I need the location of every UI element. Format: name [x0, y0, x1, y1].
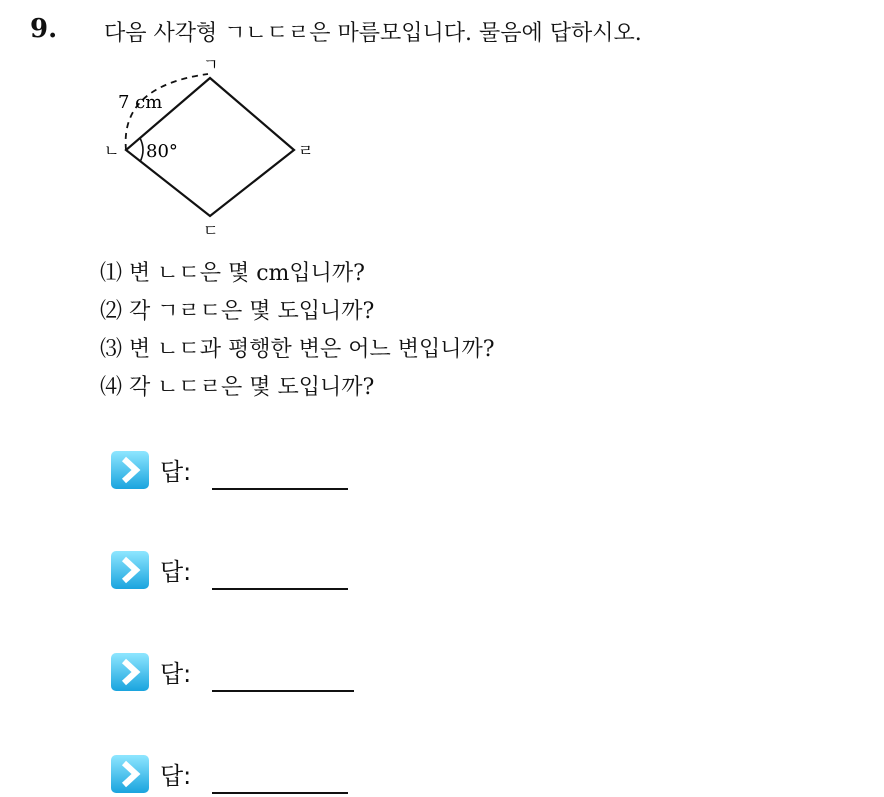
chevron-right-icon	[110, 450, 150, 490]
rhombus-figure	[96, 56, 336, 250]
side-length-label: 7 cm	[118, 92, 163, 113]
answer-label: 답:	[160, 660, 192, 688]
vertex-label-right: ㄹ	[298, 141, 314, 160]
subquestion-1: ⑴ 변 ㄴㄷ은 몇 cm입니까?	[100, 261, 365, 286]
answer-label: 답:	[160, 762, 192, 790]
chevron-right-icon	[110, 754, 150, 794]
angle-label: 80°	[146, 141, 178, 162]
chevron-right-icon	[110, 550, 150, 590]
subquestion-4: ⑷ 각 ㄴㄷㄹ은 몇 도입니까?	[100, 375, 375, 400]
vertex-label-left: ㄴ	[104, 141, 120, 160]
question-number: 9.	[30, 14, 58, 44]
answer-blank-3[interactable]	[212, 690, 354, 692]
answer-label: 답:	[160, 558, 192, 586]
subquestion-2: ⑵ 각 ㄱㄹㄷ은 몇 도입니까?	[100, 299, 375, 324]
question-prompt: 다음 사각형 ㄱㄴㄷㄹ은 마름모입니다. 물음에 답하시오.	[104, 21, 642, 46]
vertex-label-bottom: ㄷ	[203, 221, 219, 240]
chevron-right-icon	[110, 652, 150, 692]
vertex-label-top: ㄱ	[203, 56, 219, 74]
angle-arc	[140, 138, 143, 162]
answer-blank-2[interactable]	[212, 588, 348, 590]
answer-label: 답:	[160, 458, 192, 486]
rhombus-diagram	[96, 56, 336, 246]
subquestion-3: ⑶ 변 ㄴㄷ과 평행한 변은 어느 변입니까?	[100, 337, 495, 362]
answer-blank-4[interactable]	[212, 792, 348, 794]
answer-blank-1[interactable]	[212, 488, 348, 490]
